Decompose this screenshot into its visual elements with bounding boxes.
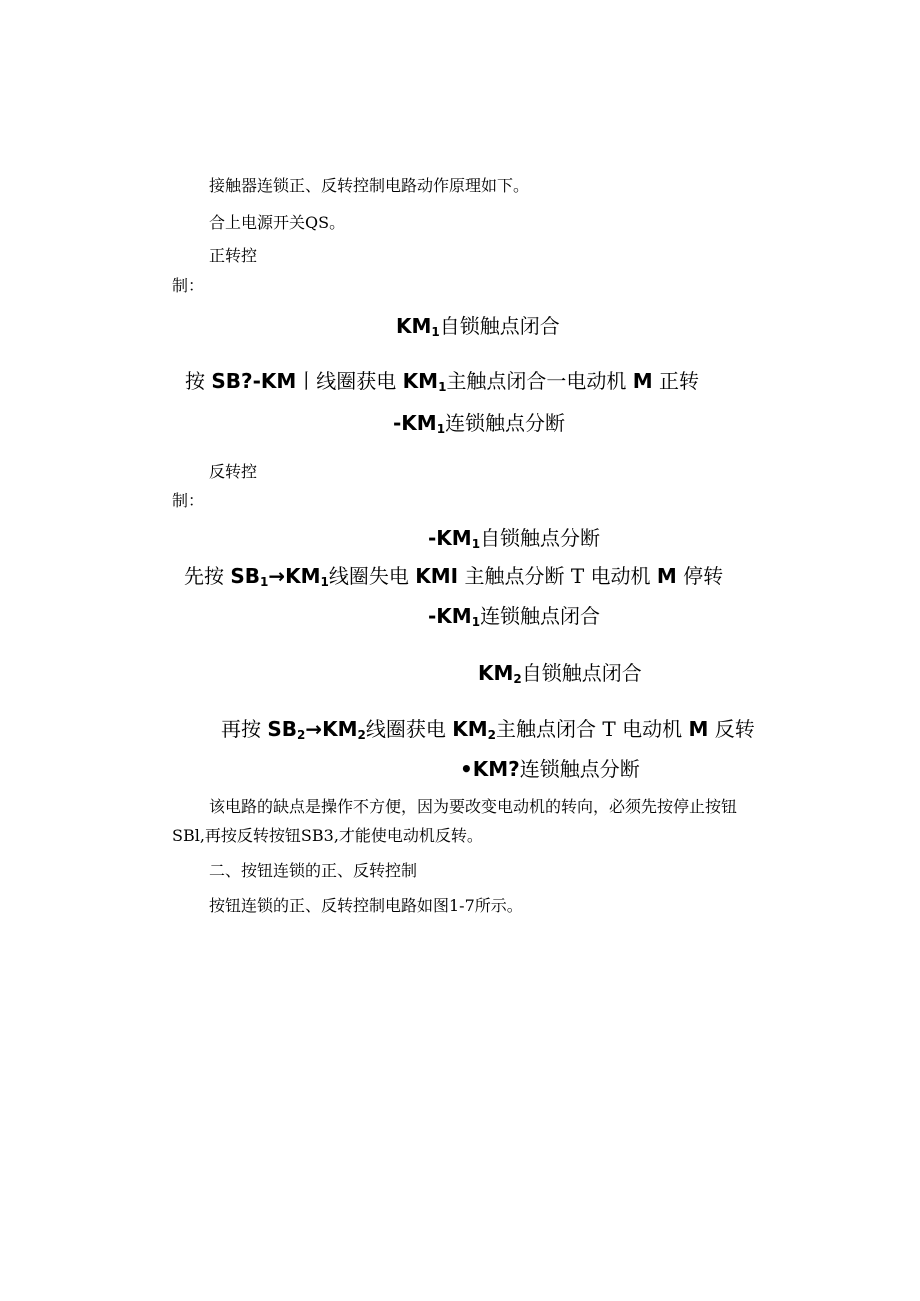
reverse-main-line: 再按 $SB_2\to KM_2$线圈获电 $KM_2$主触点闭合 T 电动机 M 反转 [221, 717, 755, 742]
power-on-paragraph: 合上电源开关QS。 [209, 213, 346, 232]
intro-paragraph: 接触器连锁正、反转控制电路动作原理如下。 [209, 176, 530, 195]
section-heading: 二、按钮连锁的正、反转控制 [209, 861, 418, 880]
stop-top-branch: $-KM_1$自锁触点分断 [428, 526, 601, 551]
forward-label-line2: 制： [172, 276, 205, 295]
drawback-line1: 该电路的缺点是操作不方便，因为要改变电动机的转向，必须先按停止按钮 [209, 797, 738, 816]
forward-bottom-branch: $-KM_1$连锁触点分断 [393, 411, 566, 436]
reverse-label-line2: 制： [172, 491, 205, 510]
figure-reference: 按钮连锁的正、反转控制电路如图1-7所示。 [209, 896, 523, 915]
drawback-line2: SBl,再按反转按钮SB3,才能使电动机反转。 [172, 826, 483, 845]
forward-main-line: 按 SB?-KM丨线圈获电 $KM_1$主触点闭合一电动机 M 正转 [185, 369, 700, 394]
reverse-bottom-branch: •KM?连锁触点分断 [460, 757, 640, 781]
stop-bottom-branch: $-KM_1$连锁触点闭合 [428, 604, 601, 629]
reverse-top-branch: $KM_2$自锁触点闭合 [478, 661, 642, 686]
forward-label-line1: 正转控 [209, 246, 258, 265]
reverse-label-line1: 反转控 [209, 462, 258, 481]
stop-main-line: 先按 $SB_1\to KM_1$线圈失电 KMI 主触点分断 T 电动机 M 停转 [184, 564, 724, 589]
forward-top-branch: $KM_1$自锁触点闭合 [396, 314, 560, 339]
